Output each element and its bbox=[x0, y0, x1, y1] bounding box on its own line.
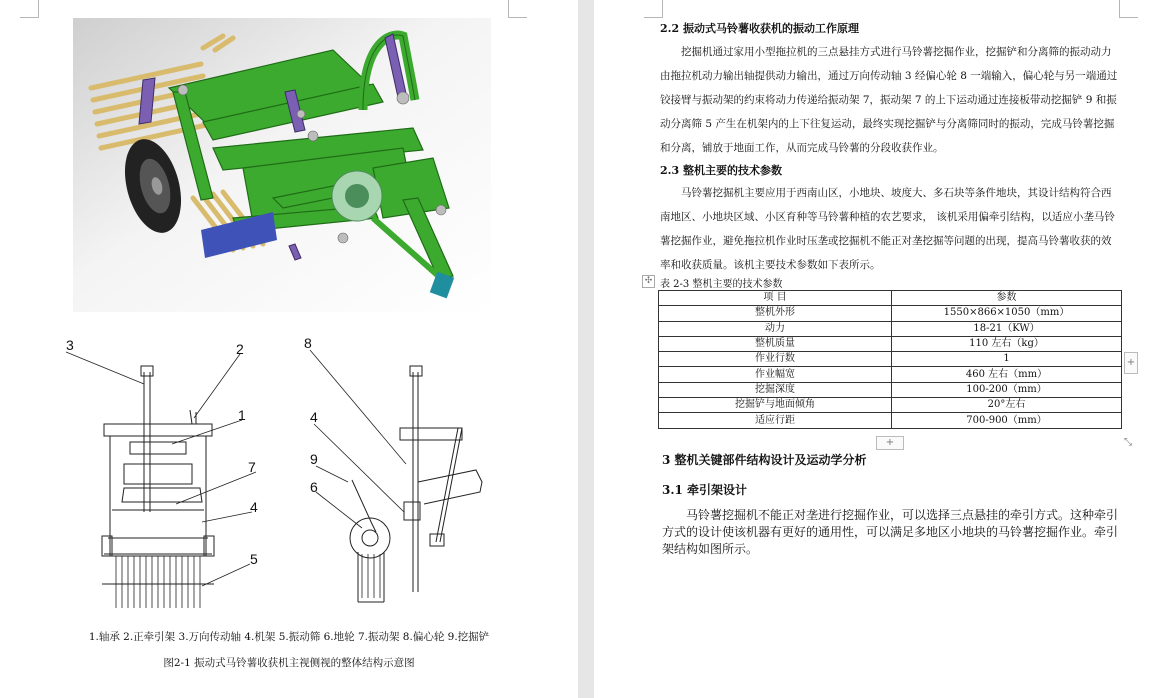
page-corner-mark bbox=[508, 0, 527, 18]
table-cell[interactable]: 适应行距 bbox=[659, 413, 892, 428]
callout-9: 9 bbox=[310, 451, 318, 467]
callout-5: 5 bbox=[250, 551, 258, 567]
callout-2: 2 bbox=[236, 341, 244, 357]
spec-table[interactable] bbox=[658, 290, 1122, 429]
table-cell[interactable]: 18-21（KW） bbox=[892, 321, 1122, 336]
table-row bbox=[659, 336, 1122, 351]
callout-1: 1 bbox=[238, 407, 246, 423]
paragraph-line: 薯挖掘作业，避免拖拉机作业时压垄或挖掘机不能正对垄挖掘等问题的出现，提高马铃薯收获的效 bbox=[660, 235, 1112, 247]
table-cell[interactable]: 700-900（mm） bbox=[892, 413, 1122, 428]
table-cell[interactable]: 整机外形 bbox=[659, 306, 892, 321]
page-corner-mark bbox=[1119, 0, 1138, 18]
table-cell[interactable]: 110 左右（kg） bbox=[892, 336, 1122, 351]
table-cell[interactable]: 挖掘深度 bbox=[659, 382, 892, 397]
callout-7: 7 bbox=[248, 459, 256, 475]
table-caption: 表 2-3 整机主要的技术参数 bbox=[660, 279, 783, 290]
page-corner-mark bbox=[644, 0, 663, 18]
page-corner-mark bbox=[20, 0, 39, 18]
table-row bbox=[659, 413, 1122, 428]
table-row bbox=[659, 382, 1122, 397]
table-cell[interactable]: 作业幅宽 bbox=[659, 367, 892, 382]
table-cell[interactable]: 作业行数 bbox=[659, 352, 892, 367]
paragraph-line: 铰接臂与振动架的约束将动力传递给振动架 7，振动架 7 的上下运动通过连接板带动挖掘铲 9 和振 bbox=[660, 94, 1117, 106]
section-2-2-paragraph bbox=[660, 40, 1132, 160]
table-header-cell[interactable]: 项 目 bbox=[659, 291, 892, 306]
section-2-3-heading: 2.3 整机主要的技术参数 bbox=[660, 164, 782, 177]
add-column-button[interactable]: + bbox=[1124, 352, 1138, 374]
paragraph-line: 由拖拉机动力输出轴提供动力输出，通过万向传动轴 3 经偏心轮 8 一端输入，偏心轮与另一端通过 bbox=[660, 70, 1118, 82]
harvester-3d-render-image[interactable] bbox=[73, 18, 491, 312]
section-2-3-paragraph bbox=[660, 181, 1132, 277]
table-cell[interactable]: 1550×866×1050（mm） bbox=[892, 306, 1122, 321]
paragraph-line: 南地区、小地块区域、小区育种等马铃薯种植的农艺要求， 该机采用偏牵引结构，以适应小垄马铃 bbox=[660, 211, 1115, 223]
figure-legend: 1.轴承 2.正牵引架 3.万向传动轴 4.机架 5.振动筛 6.地轮 7.振动架 8.偏心轮 9.挖掘铲 bbox=[88, 631, 490, 643]
callout-6: 6 bbox=[310, 479, 318, 495]
table-cell[interactable]: 整机质量 bbox=[659, 336, 892, 351]
table-cell[interactable]: 挖掘铲与地面倾角 bbox=[659, 398, 892, 413]
table-row bbox=[659, 321, 1122, 336]
add-row-button[interactable]: + bbox=[876, 436, 904, 450]
table-cell[interactable]: 100-200（mm） bbox=[892, 382, 1122, 397]
table-header-row bbox=[659, 291, 1122, 306]
paragraph-line: 率和收获质量。该机主要技术参数如下表所示。 bbox=[660, 259, 881, 271]
callout-3: 3 bbox=[66, 337, 74, 353]
callout-8: 8 bbox=[304, 335, 312, 351]
paragraph-line: 方式的设计使该机器有更好的通用性，可以满足多地区小地块的马铃薯挖掘作业。牵引 bbox=[662, 525, 1119, 539]
paragraph-line: 马铃薯挖掘机主要应用于西南山区，小地块、坡度大、多石块等条件地块，其设计结构符合西 bbox=[681, 187, 1112, 199]
callout-4-side: 4 bbox=[310, 409, 318, 425]
callout-4: 4 bbox=[250, 499, 258, 515]
figure-caption: 图2-1 振动式马铃薯收获机主视侧视的整体结构示意图 bbox=[163, 657, 415, 669]
chapter-3-heading: 3 整机关键部件结构设计及运动学分析 bbox=[662, 453, 867, 467]
table-cell[interactable]: 动力 bbox=[659, 321, 892, 336]
structure-schematic-drawing bbox=[40, 332, 510, 618]
paragraph-line: 挖掘机通过家用小型拖拉机的三点悬挂方式进行马铃薯挖掘作业，挖掘铲和分离筛的振动动力 bbox=[681, 46, 1112, 58]
table-row bbox=[659, 398, 1122, 413]
table-cell[interactable]: 1 bbox=[892, 352, 1122, 367]
document-page-left bbox=[0, 0, 578, 698]
table-row bbox=[659, 352, 1122, 367]
paragraph-line: 动分离筛 5 产生在机架内的上下往复运动，最终实现挖掘铲与分离筛同时的振动，完成马铃薯挖掘 bbox=[660, 118, 1115, 130]
table-resize-handle-icon[interactable]: ⤡ bbox=[1124, 437, 1132, 448]
table-row bbox=[659, 367, 1122, 382]
paragraph-line: 架结构如图所示。 bbox=[662, 542, 759, 556]
paragraph-line: 马铃薯挖掘机不能正对垄进行挖掘作业，可以选择三点悬挂的牵引方式。这种牵引 bbox=[686, 508, 1119, 522]
table-header-cell[interactable]: 参数 bbox=[892, 291, 1122, 306]
table-move-handle-icon[interactable]: ✣ bbox=[642, 275, 655, 288]
section-3-1-paragraph bbox=[662, 507, 1132, 558]
table-cell[interactable]: 460 左右（mm） bbox=[892, 367, 1122, 382]
section-2-2-heading: 2.2 振动式马铃薯收获机的振动工作原理 bbox=[660, 22, 859, 35]
document-page-right bbox=[594, 0, 1162, 698]
section-3-1-heading: 3.1 牵引架设计 bbox=[662, 483, 748, 497]
table-row bbox=[659, 306, 1122, 321]
paragraph-line: 和分离，铺放于地面工作，从而完成马铃薯的分段收获作业。 bbox=[660, 142, 944, 154]
table-cell[interactable]: 20°左右 bbox=[892, 398, 1122, 413]
